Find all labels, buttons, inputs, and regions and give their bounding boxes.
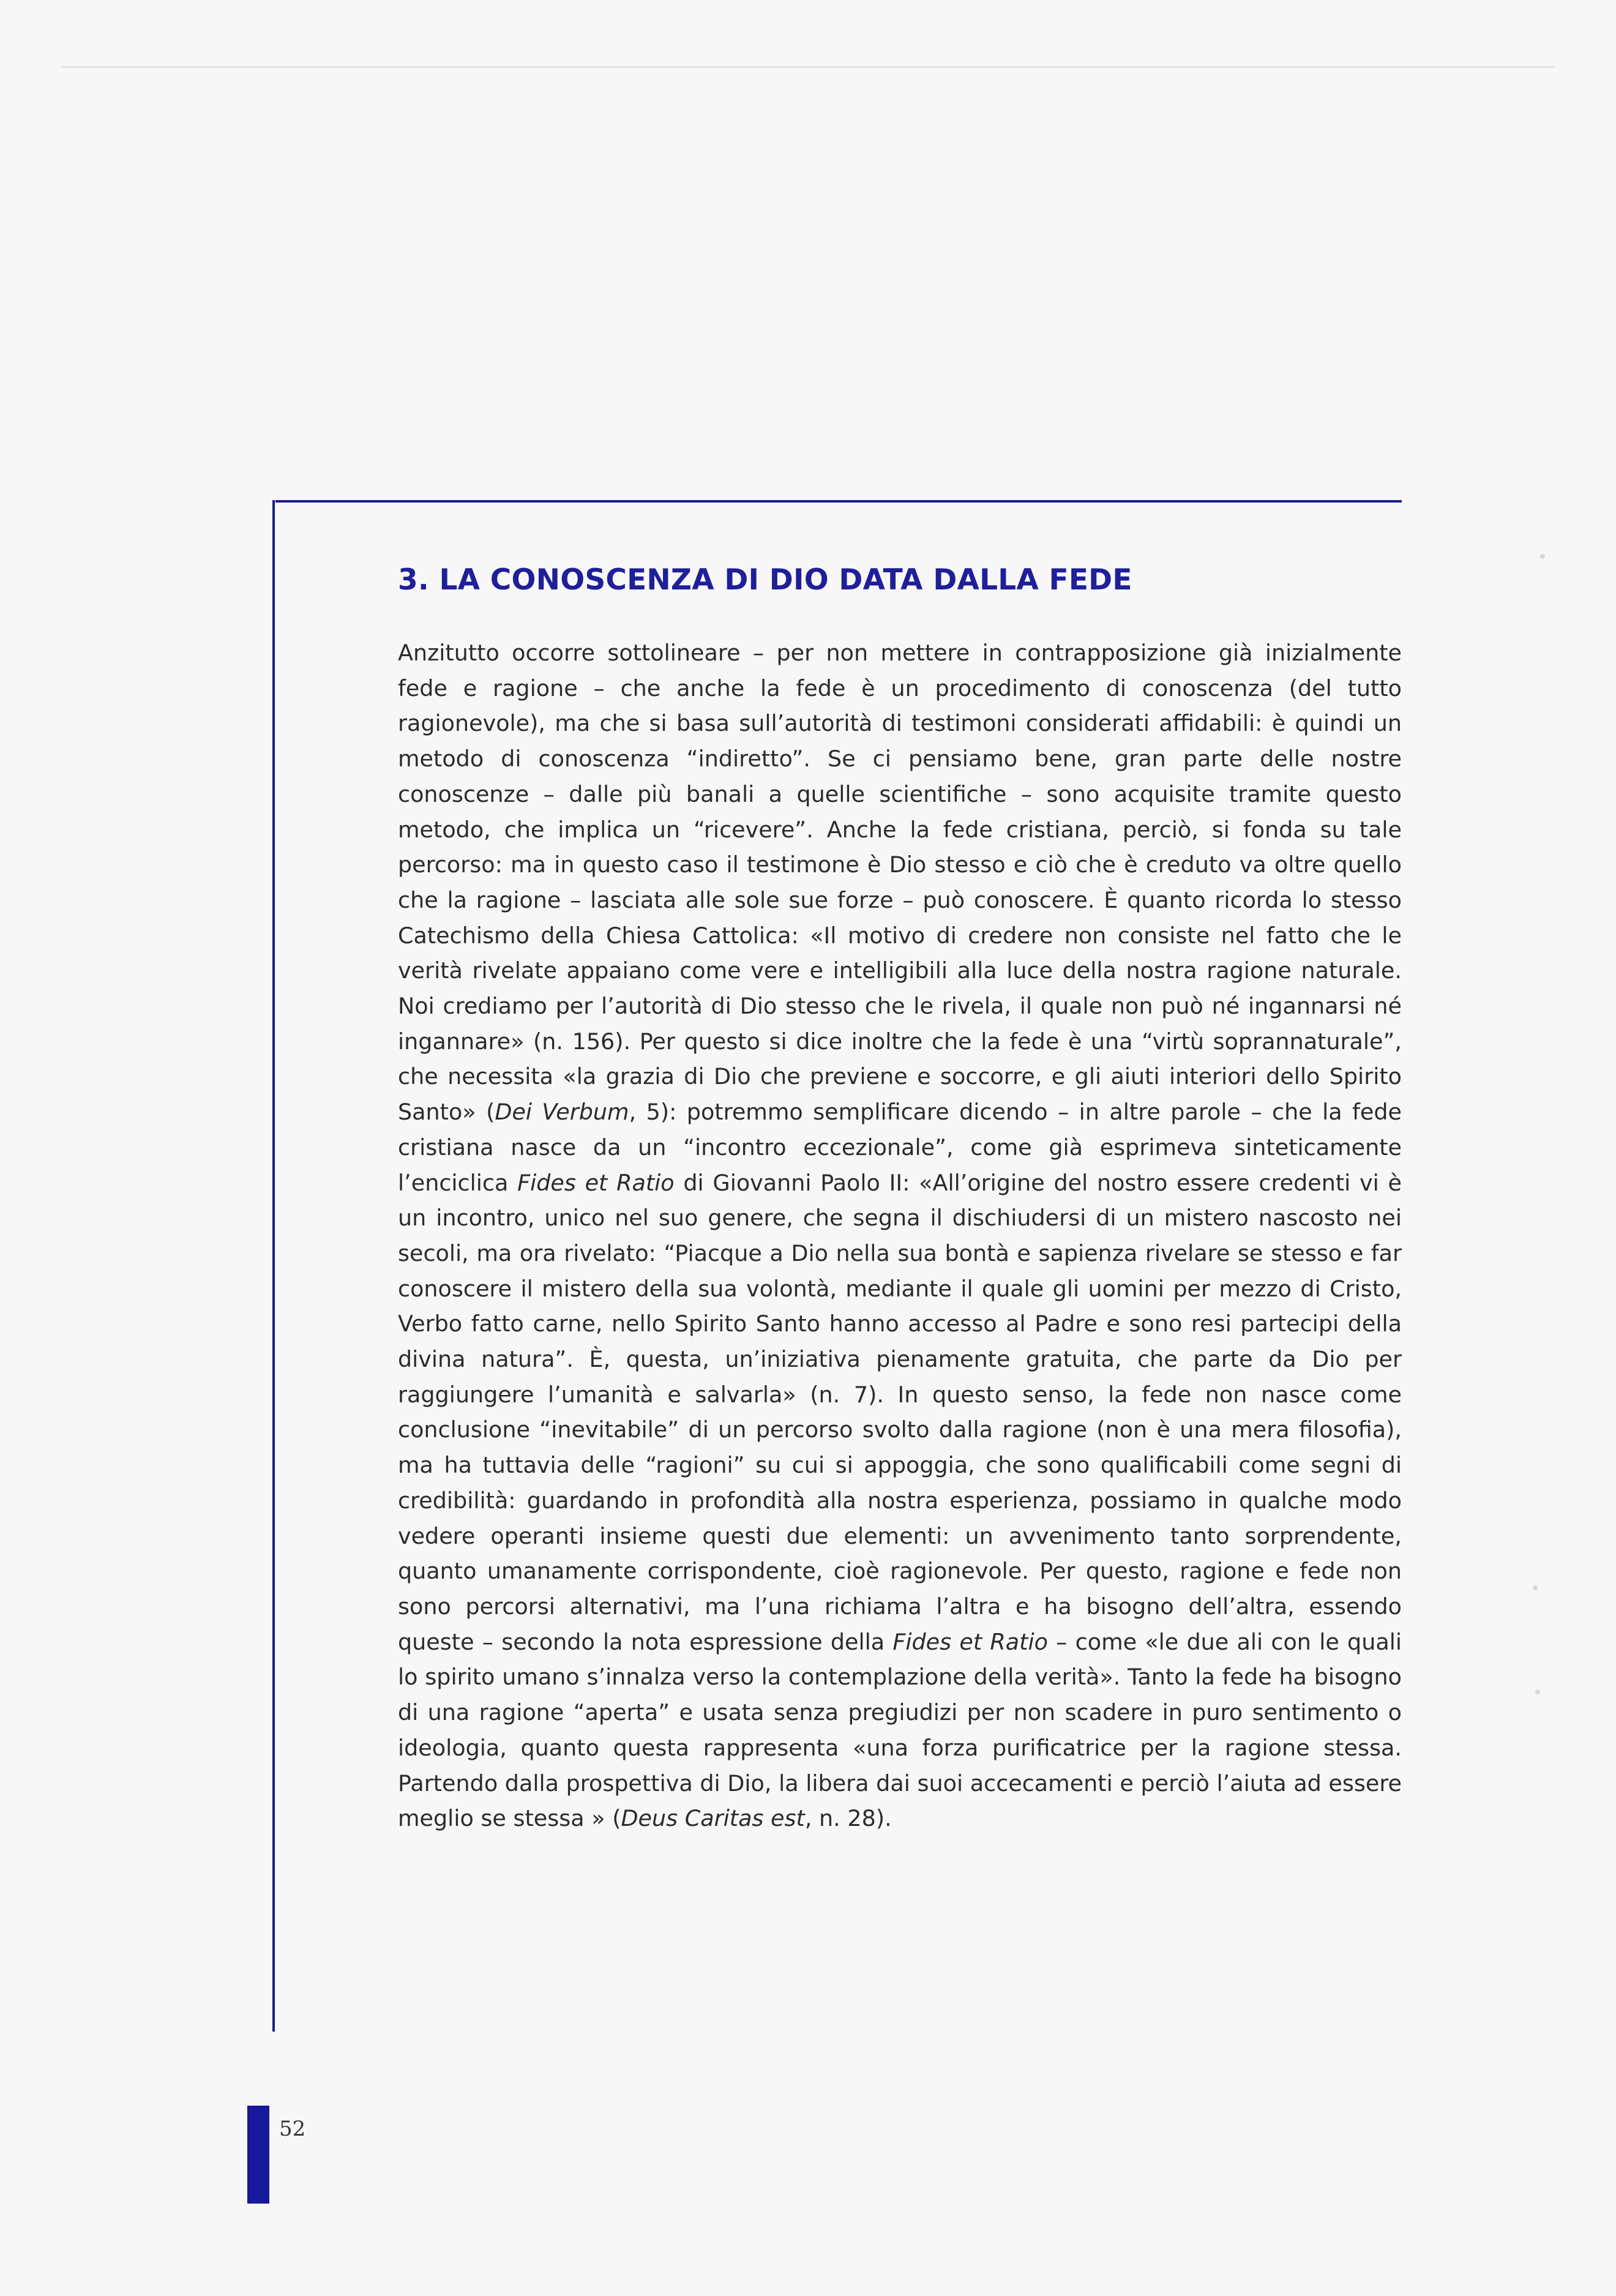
text-run: , 5): potremmo semplificare dicendo – in altre parole – che la fede cristiana nasce da un “incontro eccezionale”, come già esprimeva sinteticamente l’enciclica <box>398 1099 1402 1196</box>
section-title: 3. LA CONOSCENZA DI DIO DATA DALLA FEDE <box>398 563 1132 597</box>
frame-left-rule <box>272 500 275 2032</box>
text-run: di Giovanni Paolo II: «All’origine del nostro essere credenti vi è un incontro, unico nel suo genere, che segna il dischiudersi di un mistero nascosto nei secoli, ma ora rivelato: “Piacque a Dio nella sua bontà e sapienza rivelare se stesso e far conoscere il mistero della sua volontà, mediante il quale gli uomini per mezzo di Cristo, Verbo fatto carne, nello Spirito Santo hanno accesso al Padre e sono resi partecipi della divina natura”. È, questa, un’iniziativa pienamente gratuita, che parte da Dio per raggiungere l’umanità e salvarla» (n. 7). In questo senso, la fede non nasce come conclusione “inevitabile” di un percorso svolto dalla ragione (non è una mera filosofia), ma ha tuttavia delle “ragioni” su cui si appoggia, che sono qualificabili come segni di credibilità: guardando in profondità alla nostra esperienza, possiamo in qualche modo vedere operanti insieme questi due elementi: un avvenimento tanto sorprendente, quanto umanamente corrispondente, cioè ragionevole. Per questo, ragione e fede non sono percorsi alternativi, ma l’una richiama l’altra e ha bisogno dell’altra, essendo queste – secondo la nota espressione della <box>398 1169 1402 1655</box>
citation-title: Fides et Ratio <box>892 1628 1048 1655</box>
citation-title: Deus Caritas est <box>621 1805 805 1832</box>
scan-speck <box>1540 554 1545 559</box>
scan-page-edge <box>61 66 1555 68</box>
frame-top-rule <box>275 500 1402 503</box>
page-number-bar <box>247 2106 269 2204</box>
text-run: Anzitutto occorre sottolineare – per non mettere in contrapposizione già inizialmente fede e ragione – che anche la fede è un procedimento di conoscenza (del tutto ragionevole), ma che si basa sull’autorità di testimoni considerati affidabili: è quindi un metodo di conoscenza “indiretto”. Se ci pensiamo bene, gran parte delle nostre conoscenze – dalle più banali a quelle scientifiche – sono acquisite tramite questo metodo, che implica un “ricevere”. Anche la fede cristiana, perciò, si fonda su tale percorso: ma in questo caso il testimone è Dio stesso e ciò che è creduto va oltre quello che la ragione – lasciata alle sole sue forze – può conoscere. È quanto ricorda lo stesso Catechismo della Chiesa Cattolica: «Il motivo di credere non consiste nel fatto che le verità rivelate appaiano come vere e intelligibili alla luce della nostra ragione naturale. Noi crediamo per l’autorità di Dio stesso che le rivela, il quale non può né ingannarsi né ingannare» (n. 156). Per questo si dice inoltre che la fede è una “virtù soprannaturale”, che necessita «la grazia di Dio che previene e soccorre, e gli aiuti interiori dello Spirito Santo» ( <box>398 640 1402 1126</box>
text-run: , n. 28). <box>804 1805 892 1832</box>
citation-title: Fides et Ratio <box>517 1169 675 1196</box>
section-body-paragraph <box>398 635 1402 1836</box>
page-number: 52 <box>279 2117 306 2141</box>
citation-title: Dei Verbum <box>495 1099 629 1126</box>
scan-speck <box>1533 1585 1538 1590</box>
scan-speck <box>1535 1689 1540 1694</box>
text-run: – come «le due ali con le quali lo spirito umano s’innalza verso la contemplazione della verità». Tanto la fede ha bisogno di una ragione “aperta” e usata senza pregiudizi per non scadere in puro sentimento o ideologia, quanto questa rappresenta «una forza purificatrice per la ragione stessa. Partendo dalla prospettiva di Dio, la libera dai suoi accecamenti e perciò l’aiuta ad essere meglio se stessa » ( <box>398 1628 1402 1832</box>
